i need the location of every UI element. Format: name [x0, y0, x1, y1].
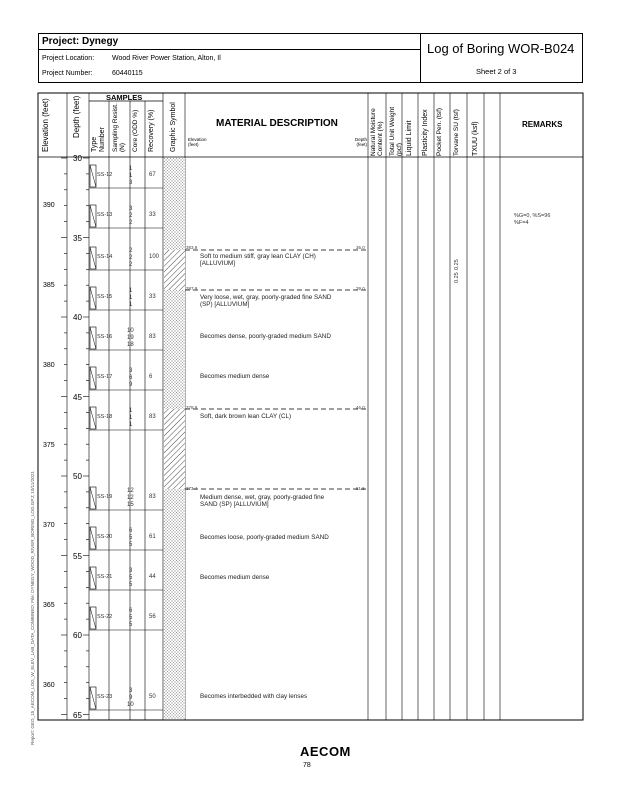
sample-blow-count: 19 — [127, 335, 134, 341]
boring-title: Log of Boring WOR-B024 — [427, 41, 575, 56]
col-plasticity: Plasticity Index — [422, 109, 429, 156]
sample-blow-count: 6 — [129, 375, 133, 381]
description-depth: 51.5 — [356, 486, 365, 491]
description-text: Becomes interbedded with clay lenses — [200, 693, 308, 700]
graphic-clay-1 — [164, 250, 185, 290]
sample-id: SS-21 — [97, 574, 113, 580]
sample-blow-count: 2 — [129, 220, 133, 226]
sample-recovery: 61 — [149, 534, 156, 540]
sample-blow-count: 12 — [127, 488, 134, 494]
sample-blow-count: 5 — [129, 582, 133, 588]
sample-id: SS-22 — [97, 614, 113, 620]
project-location: Wood River Power Station, Alton, Il — [112, 55, 221, 62]
depth-label: 45 — [73, 392, 82, 402]
project-number: 60440115 — [112, 70, 143, 77]
sample-blow-count: 3 — [129, 180, 133, 186]
sheet-number: Sheet 2 of 3 — [476, 67, 517, 76]
graphic-sand-1 — [164, 158, 185, 250]
sample-id: SS-16 — [97, 334, 113, 340]
description-text: Medium dense, wet, gray, poorly-graded fine — [200, 494, 325, 501]
sample-id: SS-19 — [97, 494, 113, 500]
remarks-line-2: %F=4 — [514, 220, 529, 226]
description-text-line2: (SP) [ALLUVIUM] — [200, 301, 250, 308]
pocket-value-2: 0.25 — [454, 272, 460, 283]
sample-blow-count: 2 — [129, 213, 133, 219]
sample-blow-count: 10 — [127, 702, 134, 708]
sample-blow-count: 1 — [129, 415, 133, 421]
sample-blow-count: 5 — [129, 542, 133, 548]
sample-recovery: 83 — [149, 334, 156, 340]
sample-blow-count: 1 — [129, 422, 133, 428]
elevation-label: 390 — [43, 202, 55, 209]
sample-blow-count: 6 — [129, 528, 133, 534]
col-remarks: REMARKS — [522, 120, 563, 129]
sample-blow-count: 1 — [129, 302, 133, 308]
pocket-value-1: 0.25 — [454, 259, 460, 270]
sample-id: SS-17 — [97, 374, 113, 380]
sample-id: SS-13 — [97, 212, 113, 218]
depth-label: 65 — [73, 710, 82, 720]
description-elevation: 383.9 — [186, 245, 198, 250]
sample-blow-count: 1 — [129, 166, 133, 172]
elevation-label: 375 — [43, 442, 55, 449]
sample-blow-count: 10 — [127, 328, 134, 334]
col-torvane: Torvane SU (tsf) — [453, 109, 460, 156]
description-text: Becomes medium dense — [200, 373, 270, 380]
sample-recovery: 33 — [149, 294, 156, 300]
col-liquid: Liquid Limit — [406, 120, 413, 156]
report-side-note: Report: GEO_15_AECOM_LOG_W_ELEV_LAB_DATA_COMBINED; File: DYNEGY_WOOD_RIVER_BORING_LOG.GPJ; 10/11/2021 — [30, 471, 35, 745]
remarks-line-1: %G=0, %S=96 — [514, 213, 551, 219]
sample-id: SS-23 — [97, 694, 113, 700]
sample-id: SS-18 — [97, 414, 113, 420]
sample-recovery: 83 — [149, 494, 156, 500]
col-elevation: Elevation (feet) — [41, 98, 50, 152]
sample-blow-count: 9 — [129, 382, 133, 388]
sample-recovery: 100 — [149, 254, 160, 260]
col-core: Core (ODD %) — [132, 109, 139, 152]
sample-blow-count: 5 — [129, 535, 133, 541]
description-text: Becomes dense, poorly-graded medium SAND — [200, 333, 331, 340]
depth-label: 40 — [73, 313, 82, 322]
sample-blow-count: 18 — [127, 342, 134, 348]
col-recovery: Recovery (%) — [148, 109, 155, 152]
sample-blow-count: 1 — [129, 408, 133, 414]
col-txuu: TXUU (ksf) — [472, 121, 479, 156]
col-depth-small: Depth (feet) — [354, 137, 367, 147]
description-elevation: 387.9 — [186, 286, 198, 291]
depth-label: 50 — [73, 472, 82, 481]
sample-id: SS-14 — [97, 254, 113, 260]
sample-blow-count: 2 — [129, 255, 133, 261]
project-number-label: Project Number: — [42, 70, 93, 77]
col-pocket: Pocket Pen. (tsf) — [436, 107, 443, 156]
description-text: Soft to medium stiff, gray lean CLAY (CH) — [200, 253, 316, 260]
depth-label: 60 — [73, 631, 82, 640]
sample-blow-count: 5 — [129, 622, 133, 628]
description-depth: 46.0 — [356, 405, 365, 410]
elevation-label: 380 — [43, 362, 55, 369]
description-text-line2: SAND (SP) [ALLUVIUM] — [200, 501, 269, 508]
sample-blow-count: 5 — [129, 575, 133, 581]
sample-recovery: 67 — [149, 172, 156, 178]
elevation-label: 360 — [43, 682, 55, 689]
sample-blow-count: 3 — [129, 206, 133, 212]
elevation-label: 370 — [43, 522, 55, 529]
depth-label: 55 — [73, 551, 82, 561]
sample-recovery: 44 — [149, 574, 156, 580]
col-samples: SAMPLES — [106, 93, 143, 102]
col-material: MATERIAL DESCRIPTION — [216, 118, 338, 129]
depth-label: 30 — [73, 154, 82, 163]
sample-blow-count: 1 — [129, 295, 133, 301]
sample-recovery: 83 — [149, 414, 156, 420]
description-depth: 39.0 — [356, 286, 365, 291]
graphic-clay-2 — [164, 409, 185, 489]
col-total-unit: Total Unit Weight (pcf) — [389, 106, 403, 156]
sample-blow-count: 1 — [129, 173, 133, 179]
sample-blow-count: 9 — [129, 695, 133, 701]
sample-blow-count: 5 — [129, 615, 133, 621]
col-blows: Sampling Resist. (N) — [112, 103, 126, 152]
page-number: 78 — [303, 762, 311, 769]
table-border — [38, 93, 583, 720]
elevation-label: 385 — [43, 282, 55, 289]
project-location-label: Project Location: — [42, 55, 95, 62]
sample-id: SS-12 — [97, 172, 113, 178]
sample-blow-count: 2 — [129, 262, 133, 268]
description-text: Becomes medium dense — [200, 574, 270, 581]
project-name: Project: Dynegy — [42, 36, 119, 47]
sample-blow-count: 3 — [129, 688, 133, 694]
col-number: Number — [99, 127, 106, 152]
sample-recovery: 50 — [149, 694, 156, 700]
sample-blow-count: 12 — [127, 495, 134, 501]
depth-label: 35 — [73, 233, 82, 243]
aecom-logo: AECOM — [300, 744, 351, 759]
graphic-sand-3 — [164, 489, 185, 719]
sample-blow-count: 3 — [129, 568, 133, 574]
col-graphic: Graphic Symbol — [170, 102, 177, 152]
description-elevation: 378.9 — [186, 405, 198, 410]
sample-blow-count: 3 — [129, 368, 133, 374]
sample-blow-count: 2 — [129, 248, 133, 254]
graphic-sand-2 — [164, 290, 185, 409]
sample-recovery: 56 — [149, 614, 156, 620]
description-text: Very loose, wet, gray, poorly-graded fine SAND — [200, 294, 332, 301]
col-type: Type — [91, 136, 98, 152]
sample-blow-count: 1 — [129, 288, 133, 294]
description-depth: 36.0 — [356, 245, 365, 250]
description-text: Soft, dark brown lean CLAY (CL) — [200, 413, 292, 420]
sample-blow-count: 6 — [129, 608, 133, 614]
description-text-line2: [ALLUVIUM] — [200, 260, 235, 267]
description-text: Becomes loose, poorly-graded medium SAND — [200, 534, 329, 541]
sample-recovery: 6 — [149, 374, 153, 380]
elevation-label: 365 — [43, 602, 55, 609]
description-elevation: 373.4 — [186, 486, 198, 491]
col-elev-small: Elevation (feet) — [188, 137, 207, 147]
col-depth: Depth (feet) — [72, 95, 81, 138]
sample-recovery: 33 — [149, 212, 156, 218]
sample-blow-count: 15 — [127, 502, 134, 508]
sample-id: SS-20 — [97, 534, 113, 540]
col-moisture: Natural Moisture Content (%) — [370, 108, 384, 156]
sample-id: SS-15 — [97, 294, 113, 300]
